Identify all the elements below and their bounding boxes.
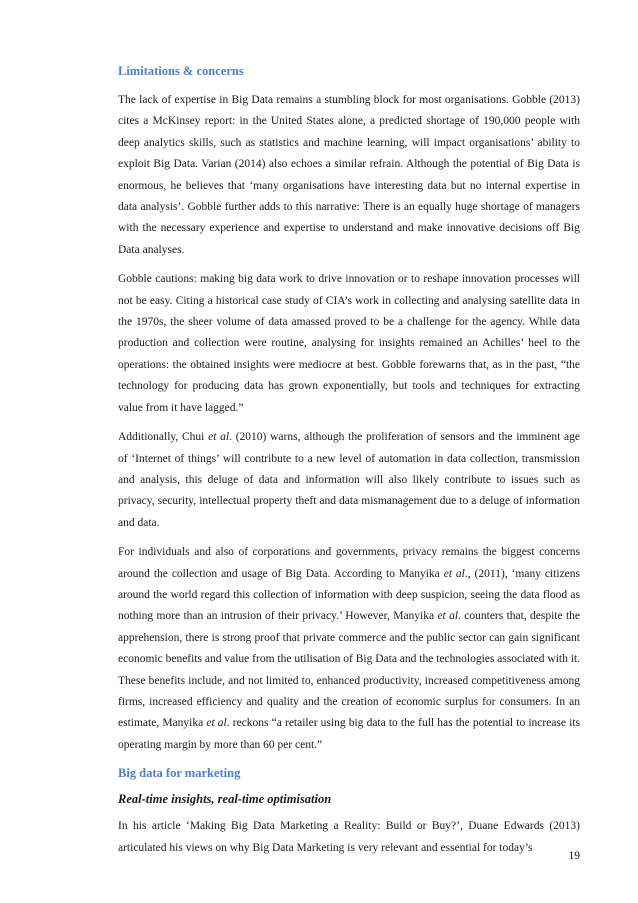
paragraph-4-text-c: . counters that, despite the apprehension, there is strong proof that private commerce and the public sector can gain significant economic benefits and value from the utilisation of Big Data and the technologies associated with it. These benefits include, and not limited to, enhanced productivity, increased competitiveness among firms, increased efficiency and quality and the creation of economic surplus for consumers. In an estimate, Manyika xyxy=(118,610,581,730)
subsection-heading-real-time: Real-time insights, real-time optimisation xyxy=(118,792,332,807)
paragraph-3-text-b: . (2010) warns, although the proliferation of sensors and the imminent age of ‘Internet of things’ will contribute to a new level of automation in data collection, transmission and analysis, this deluge of data and information will also likely contribute to issues such as privacy, security, intellectual property theft and data mismanagement due to a deluge of information and data. xyxy=(118,431,580,529)
paragraph-2 xyxy=(118,269,580,419)
paragraph-3-et-al: et al xyxy=(208,431,230,444)
paragraph-5: In his article ‘Making Big Data Marketing a Reality: Build or Buy?’, Duane Edwards (2013) articulated his views on why Big Data Marketing is very relevant and essential for today’s xyxy=(118,820,580,854)
paragraph-4-text-d: . reckons “a retailer using big data to the full has the potential to increase its operating margin by more than 60 per cent.” xyxy=(118,717,580,751)
paragraph-4-text-a: For individuals and also of corporations and governments, privacy remains the biggest concerns around the collection and usage of Big Data. According to Manyika xyxy=(118,546,580,580)
paragraph-4-et-al-2: et al xyxy=(437,610,459,623)
section-heading-limitations: Limitations & concerns xyxy=(118,64,244,78)
paragraph-4 xyxy=(118,542,580,756)
paragraph-4-et-al-3: et al xyxy=(206,717,227,730)
document-page xyxy=(118,62,580,867)
page-number: 19 xyxy=(568,850,580,862)
paragraph-1 xyxy=(118,90,580,261)
paragraph-1-text: The lack of expertise in Big Data remains a stumbling block for most organisations. Gobble (2013) cites a McKinsey report: in the United States alone, a predicted shortage of 190,000 people with deep analytics skills, such as statistics and machine learning, will impact organisations’ ability to exploit Big Data. Varian (2014) also echoes a similar refrain. Although the potential of Big Data is enormous, he believes that ‘many organisations have interesting data but no internal expertise in data analysis’. Gobble further adds to this narrative: There is an equally huge shortage of managers with the necessary experience and expertise to understand and make innovative decisions off Big Data analyses. xyxy=(118,94,580,256)
paragraph-4-text-b: ., (2011), ‘many citizens around the world regard this collection of information with deep suspicion, seeing the data flood as nothing more than an intrusion of their privacy.’ However, Manyika xyxy=(118,567,581,623)
paragraph-2-text: Gobble cautions: making big data work to drive innovation or to reshape innovation processes will not be easy. Citing a historical case study of CIA’s work in collecting and analysing satellite data in the 1970s, the sheer volume of data amassed proved to be a challenge for the agency. While data production and collection were routine, analysing for insights remained an Achilles’ heel to the operations: the obtained insights were mediocre at best. Gobble forewarns that, as in the past, “the technology for producing data has grown exponentially, but tools and techniques for extracting value from it have lagged.” xyxy=(118,273,580,414)
section-heading-big-data-marketing: Big data for marketing xyxy=(118,766,241,781)
paragraph-3 xyxy=(118,427,580,534)
paragraph-4-et-al-1: et al xyxy=(443,567,465,580)
paragraph-3-text-a: Additionally, Chui xyxy=(118,431,209,444)
